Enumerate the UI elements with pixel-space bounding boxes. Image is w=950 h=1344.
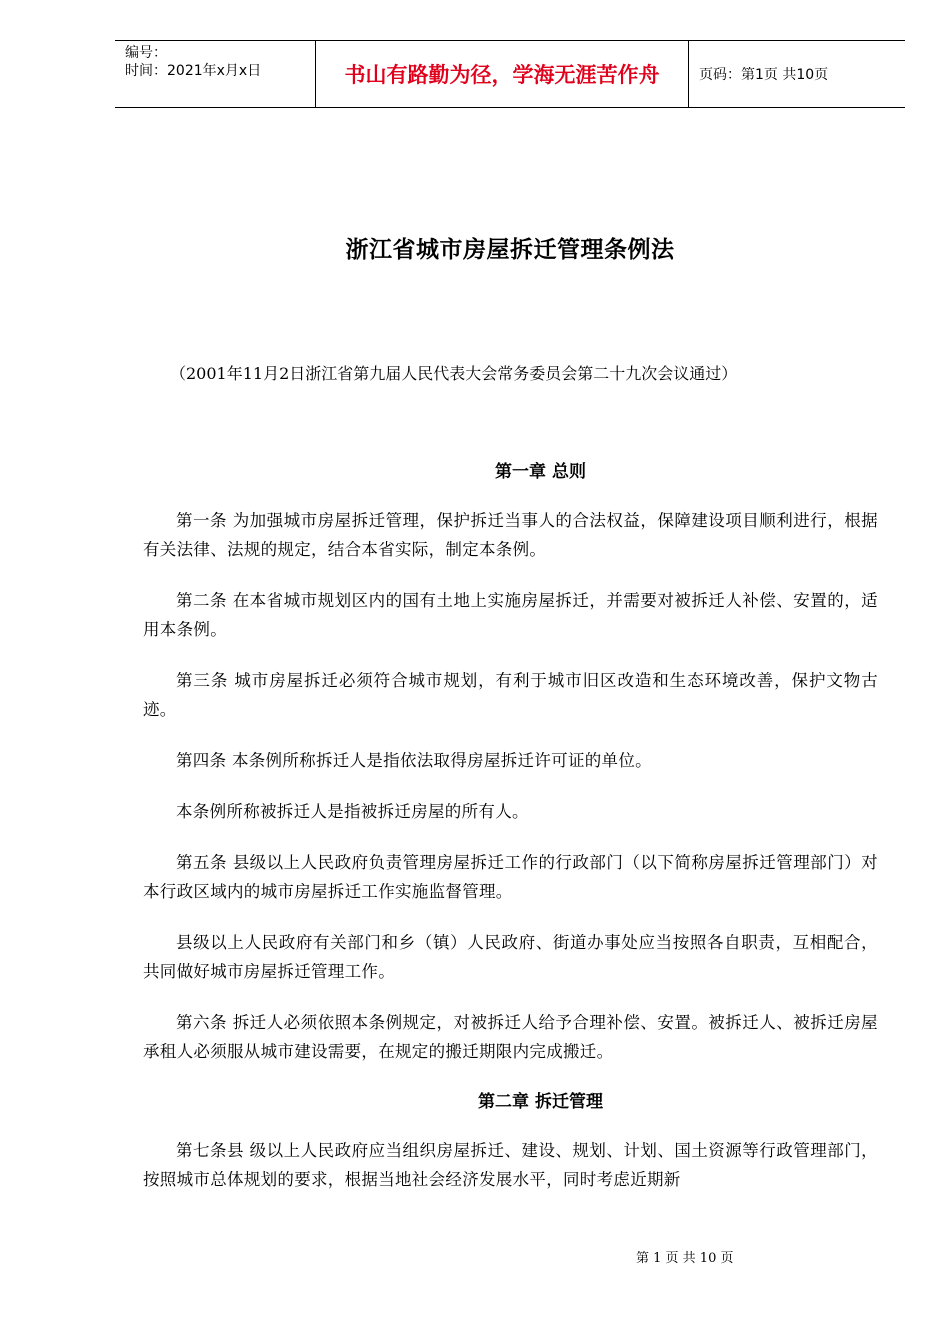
paragraph: 县级以上人民政府有关部门和乡（镇）人民政府、街道办事处应当按照各自职责，互相配合，共同做好城市房屋拆迁管理工作。 — [143, 933, 878, 981]
page-header-table — [115, 40, 905, 108]
paragraph: 第一条 为加强城市房屋拆迁管理，保护拆迁当事人的合法权益，保障建设项目顺利进行，根据有关法律、法规的规定，结合本省实际，制定本条例。 — [143, 511, 878, 559]
chapter-heading: 第一章 总则 — [495, 462, 586, 482]
paragraph: 第六条 拆迁人必须依照本条例规定，对被拆迁人给予合理补偿、安置。被拆迁人、被拆迁房屋承租人必须服从城市建设需要，在规定的搬迁期限内完成搬迁。 — [143, 1013, 878, 1061]
page-footer: 第 1 页 共 10 页 — [636, 1251, 734, 1266]
time-label: 时间：2021年x月x日 — [125, 63, 262, 79]
paragraph: 第二条 在本省城市规划区内的国有土地上实施房屋拆迁，并需要对被拆迁人补偿、安置的，适用本条例。 — [143, 591, 878, 639]
paragraph: 第五条 县级以上人民政府负责管理房屋拆迁工作的行政部门（以下简称房屋拆迁管理部门）对本行政区域内的城市房屋拆迁工作实施监督管理。 — [143, 853, 878, 901]
header-left-cell — [115, 41, 315, 107]
paragraph: 第四条 本条例所称拆迁人是指依法取得房屋拆迁许可证的单位。 — [176, 751, 652, 770]
header-page-info: 页码：第1页 共10页 — [699, 67, 829, 83]
number-label: 编号： — [125, 45, 167, 61]
paragraph: 第三条 城市房屋拆迁必须符合城市规划，有利于城市旧区改造和生态环境改善，保护文物古迹。 — [143, 671, 878, 719]
document-subtitle: （2001年11月2日浙江省第九届人民代表大会常务委员会第二十九次会议通过） — [170, 364, 738, 383]
document-body — [143, 458, 878, 1216]
chapter-heading: 第二章 拆迁管理 — [478, 1092, 603, 1112]
header-motto: 书山有路勤为径，学海无涯苦作舟 — [315, 41, 689, 107]
paragraph: 本条例所称被拆迁人是指被拆迁房屋的所有人。 — [176, 802, 529, 821]
paragraph: 第七条县 级以上人民政府应当组织房屋拆迁、建设、规划、计划、国土资源等行政管理部门，按照城市总体规划的要求，根据当地社会经济发展水平，同时考虑近期新 — [143, 1141, 878, 1189]
document-title: 浙江省城市房屋拆迁管理条例法 — [345, 236, 675, 263]
